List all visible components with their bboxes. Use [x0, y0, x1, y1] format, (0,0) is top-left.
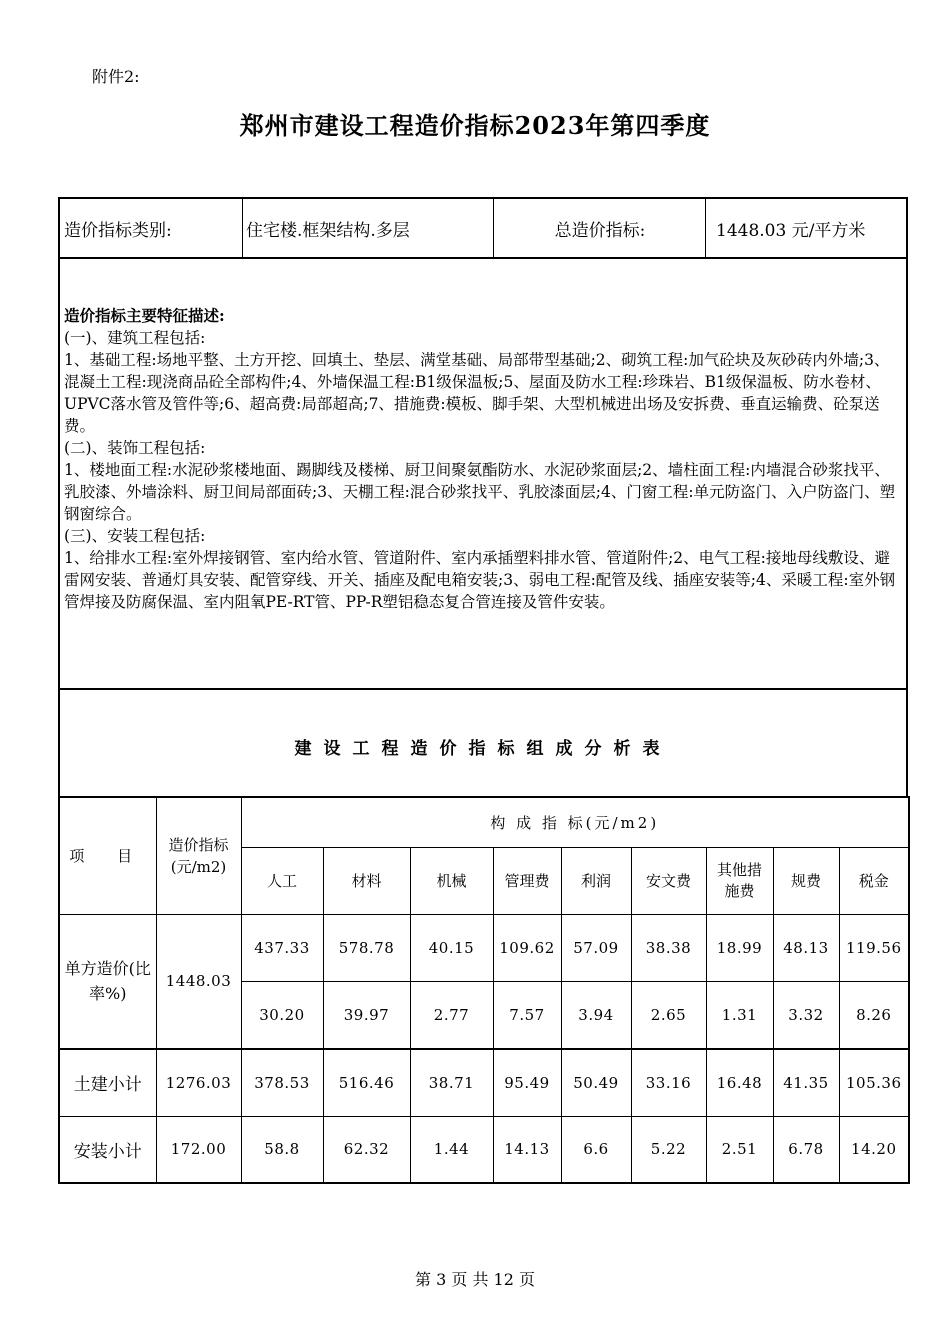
col-header: 机械 — [410, 847, 493, 914]
unit-ratio: 2.65 — [631, 981, 706, 1049]
row-value: 6.78 — [773, 1116, 839, 1183]
unit-value: 119.56 — [839, 914, 909, 981]
description-box — [58, 257, 908, 690]
row-index: 1276.03 — [156, 1049, 241, 1116]
row-value: 14.13 — [493, 1116, 561, 1183]
unit-ratio: 3.94 — [561, 981, 631, 1049]
col-header: 材料 — [323, 847, 410, 914]
description-line: (三)、安装工程包括: — [64, 527, 206, 545]
col-header: 其他措施费 — [706, 847, 773, 914]
description-text — [64, 305, 900, 613]
description-line: (二)、装饰工程包括: — [64, 439, 206, 457]
row-value: 38.71 — [410, 1049, 493, 1116]
description-line: 1、给排水工程:室外焊接钢管、室内给水管、管道附件、室内承插塑料排水管、管道附件;2、电气工程:接地母线敷设、避雷网安装、普通灯具安装、配管穿线、开关、插座及配电箱安装;3、弱电工程:配管及线、插座安装等;4、采暖工程:室外钢管焊接及防腐保温、室内阻氧PE-RT管、PP-R塑铝稳态复合管连接及管件安装。 — [64, 549, 896, 611]
description-heading: 造价指标主要特征描述: — [64, 306, 225, 325]
description-line: 1、楼地面工程:水泥砂浆楼地面、踢脚线及楼梯、厨卫间聚氨酯防水、水泥砂浆面层;2、墙柱面工程:内墙混合砂浆找平、乳胶漆、外墙涂料、厨卫间局部面砖;3、天棚工程:混合砂浆找平、乳胶漆面层;4、门窗工程:单元防盗门、入户防盗门、塑钢窗综合。 — [64, 461, 896, 523]
category-label: 造价指标类别: — [64, 220, 172, 241]
row-label-civil: 土建小计 — [59, 1049, 156, 1116]
item-header: 项 目 — [59, 797, 156, 914]
unit-row-label: 单方造价(比率%) — [59, 914, 156, 1049]
unit-ratio: 3.32 — [773, 981, 839, 1049]
description-line: 1、基础工程:场地平整、土方开挖、回填土、垫层、满堂基础、局部带型基础;2、砌筑工程:加气砼块及灰砂砖内外墙;3、混凝土工程:现浇商品砼全部构件;4、外墙保温工程:B1级保温板;5、屋面及防水工程:珍珠岩、B1级保温板、防水卷材、UPVC落水管及管件等;6、超高费:局部超高;7、措施费:模板、脚手架、大型机械进出场及安拆费、垂直运输费、砼泵送费。 — [64, 351, 890, 435]
row-value: 33.16 — [631, 1049, 706, 1116]
row-value: 41.35 — [773, 1049, 839, 1116]
page-footer: 第 3 页 共 12 页 — [415, 1270, 535, 1289]
unit-value: 18.99 — [706, 914, 773, 981]
unit-ratio: 1.31 — [706, 981, 773, 1049]
unit-row-index: 1448.03 — [156, 914, 241, 1049]
total-value: 1448.03 元/平方米 — [716, 220, 866, 241]
row-value: 95.49 — [493, 1049, 561, 1116]
col-header: 规费 — [773, 847, 839, 914]
col-header: 利润 — [561, 847, 631, 914]
unit-ratio: 2.77 — [410, 981, 493, 1049]
unit-value: 437.33 — [241, 914, 323, 981]
col-header: 税金 — [839, 847, 909, 914]
unit-ratio: 8.26 — [839, 981, 909, 1049]
analysis-table — [58, 796, 910, 1184]
row-value: 2.51 — [706, 1116, 773, 1183]
col-header: 管理费 — [493, 847, 561, 914]
total-label: 总造价指标: — [554, 220, 646, 241]
row-value: 6.6 — [561, 1116, 631, 1183]
unit-value: 40.15 — [410, 914, 493, 981]
unit-value: 48.13 — [773, 914, 839, 981]
row-label-install: 安装小计 — [59, 1116, 156, 1183]
page-title: 郑州市建设工程造价指标2023年第四季度 — [239, 111, 711, 140]
analysis-table-title: 建设工程造价指标组成分析表 — [294, 739, 672, 759]
composition-header: 构 成 指 标(元/m2) — [241, 797, 909, 847]
row-value: 62.32 — [323, 1116, 410, 1183]
unit-ratio: 39.97 — [323, 981, 410, 1049]
description-line: (一)、建筑工程包括: — [64, 329, 206, 347]
unit-value: 57.09 — [561, 914, 631, 981]
row-value: 105.36 — [839, 1049, 909, 1116]
row-value: 14.20 — [839, 1116, 909, 1183]
row-value: 50.49 — [561, 1049, 631, 1116]
unit-value: 578.78 — [323, 914, 410, 981]
row-value: 1.44 — [410, 1116, 493, 1183]
index-header: 造价指标(元/m2) — [156, 797, 241, 914]
unit-ratio: 7.57 — [493, 981, 561, 1049]
index-header-box — [58, 197, 908, 259]
analysis-title-box — [58, 688, 908, 798]
unit-value: 38.38 — [631, 914, 706, 981]
row-index: 172.00 — [156, 1116, 241, 1183]
unit-ratio: 30.20 — [241, 981, 323, 1049]
category-value: 住宅楼.框架结构.多层 — [246, 220, 410, 241]
col-header: 人工 — [241, 847, 323, 914]
unit-value: 109.62 — [493, 914, 561, 981]
row-value: 5.22 — [631, 1116, 706, 1183]
col-header: 安文费 — [631, 847, 706, 914]
row-value: 516.46 — [323, 1049, 410, 1116]
row-value: 58.8 — [241, 1116, 323, 1183]
attachment-label: 附件2: — [92, 67, 140, 86]
row-value: 378.53 — [241, 1049, 323, 1116]
row-value: 16.48 — [706, 1049, 773, 1116]
